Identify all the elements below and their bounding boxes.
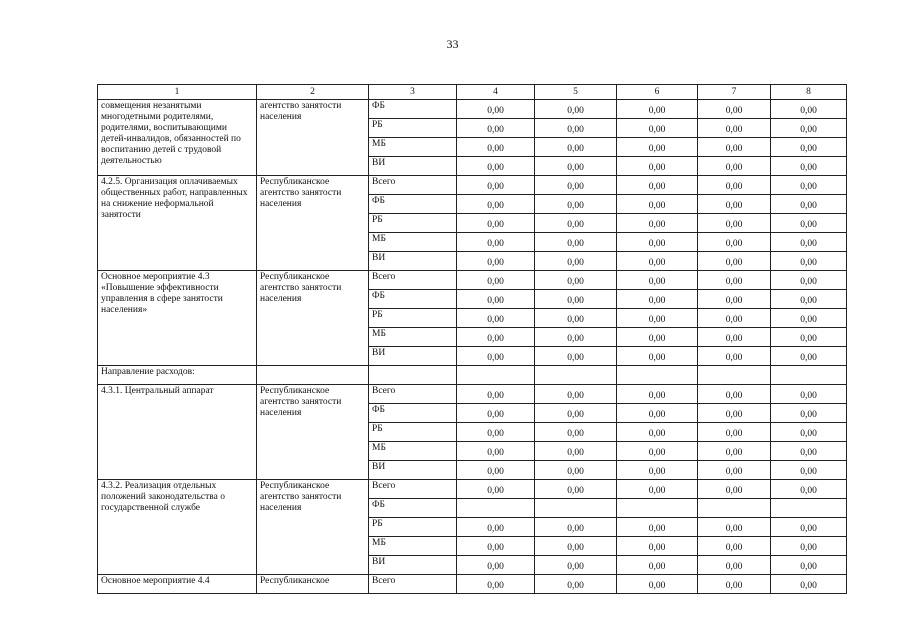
funding-source: ВИ	[369, 461, 457, 480]
measure-name: Основное мероприятие 4.3 «Повышение эффективности управления в сфере занятости населения»	[98, 271, 257, 366]
measure-name: совмещения незанятыми многодетными родителями, родителями, воспитывающими детей-инвалидов, обязанностей по воспитанию детей с трудовой деятельностью	[98, 100, 257, 176]
amount-cell: 0,00	[617, 385, 698, 404]
measure-name: 4.2.5. Организация оплачиваемых общественных работ, направленных на снижение неформальной занятости	[98, 176, 257, 271]
amount-cell: 0,00	[535, 290, 617, 309]
amount-cell: 0,00	[457, 556, 535, 575]
amount-cell: 0,00	[698, 385, 771, 404]
funding-source: ФБ	[369, 499, 457, 518]
measure-name: 4.3.2. Реализация отдельных положений законодательства о государственной службе	[98, 480, 257, 575]
amount-cell: 0,00	[617, 537, 698, 556]
amount-cell: 0,00	[698, 309, 771, 328]
amount-cell: 0,00	[535, 119, 617, 138]
column-header: 6	[617, 85, 698, 100]
amount-cell: 0,00	[771, 480, 847, 499]
amount-cell: 0,00	[535, 480, 617, 499]
column-header: 4	[457, 85, 535, 100]
funding-source: ВИ	[369, 556, 457, 575]
amount-cell: 0,00	[771, 176, 847, 195]
funding-source: МБ	[369, 328, 457, 347]
amount-cell: 0,00	[698, 271, 771, 290]
amount-cell	[698, 499, 771, 518]
table-row	[98, 271, 847, 290]
funding-source: ФБ	[369, 404, 457, 423]
amount-cell: 0,00	[457, 442, 535, 461]
funding-source: Всего	[369, 385, 457, 404]
amount-cell: 0,00	[698, 233, 771, 252]
amount-cell: 0,00	[535, 518, 617, 537]
empty-cell	[457, 366, 535, 385]
amount-cell: 0,00	[457, 100, 535, 119]
funding-source: ФБ	[369, 195, 457, 214]
amount-cell: 0,00	[698, 404, 771, 423]
amount-cell: 0,00	[617, 252, 698, 271]
amount-cell: 0,00	[617, 556, 698, 575]
funding-source: РБ	[369, 518, 457, 537]
amount-cell: 0,00	[771, 138, 847, 157]
amount-cell: 0,00	[698, 575, 771, 594]
table-body	[98, 100, 847, 594]
amount-cell: 0,00	[457, 214, 535, 233]
amount-cell: 0,00	[535, 556, 617, 575]
amount-cell: 0,00	[457, 423, 535, 442]
amount-cell: 0,00	[771, 442, 847, 461]
amount-cell: 0,00	[698, 328, 771, 347]
amount-cell: 0,00	[535, 423, 617, 442]
funding-source: ВИ	[369, 347, 457, 366]
amount-cell: 0,00	[698, 252, 771, 271]
amount-cell: 0,00	[617, 347, 698, 366]
funding-source: ВИ	[369, 252, 457, 271]
amount-cell: 0,00	[617, 100, 698, 119]
amount-cell: 0,00	[617, 233, 698, 252]
amount-cell: 0,00	[617, 575, 698, 594]
amount-cell: 0,00	[771, 347, 847, 366]
empty-cell	[369, 366, 457, 385]
amount-cell: 0,00	[698, 461, 771, 480]
amount-cell: 0,00	[457, 309, 535, 328]
amount-cell: 0,00	[617, 328, 698, 347]
amount-cell: 0,00	[457, 119, 535, 138]
amount-cell: 0,00	[771, 461, 847, 480]
column-header-row	[98, 85, 847, 100]
amount-cell: 0,00	[698, 176, 771, 195]
section-row	[98, 366, 847, 385]
funding-source: МБ	[369, 233, 457, 252]
executor: Республиканское агентство занятости населения	[257, 271, 369, 366]
amount-cell: 0,00	[535, 442, 617, 461]
table-row	[98, 385, 847, 404]
amount-cell: 0,00	[771, 233, 847, 252]
executor: Республиканское	[257, 575, 369, 594]
amount-cell: 0,00	[457, 537, 535, 556]
table-row	[98, 575, 847, 594]
amount-cell: 0,00	[535, 404, 617, 423]
funding-source: РБ	[369, 214, 457, 233]
amount-cell: 0,00	[698, 537, 771, 556]
amount-cell: 0,00	[535, 271, 617, 290]
amount-cell: 0,00	[771, 518, 847, 537]
amount-cell: 0,00	[617, 480, 698, 499]
empty-cell	[535, 366, 617, 385]
amount-cell: 0,00	[617, 290, 698, 309]
executor: Республиканское агентство занятости населения	[257, 480, 369, 575]
amount-cell: 0,00	[771, 119, 847, 138]
amount-cell: 0,00	[617, 404, 698, 423]
amount-cell: 0,00	[617, 271, 698, 290]
amount-cell: 0,00	[771, 423, 847, 442]
amount-cell: 0,00	[698, 100, 771, 119]
amount-cell: 0,00	[617, 442, 698, 461]
page-number: 33	[446, 37, 459, 51]
funding-source: МБ	[369, 442, 457, 461]
funding-source: Всего	[369, 271, 457, 290]
amount-cell: 0,00	[771, 157, 847, 176]
amount-cell: 0,00	[457, 461, 535, 480]
amount-cell: 0,00	[771, 252, 847, 271]
amount-cell: 0,00	[457, 404, 535, 423]
amount-cell: 0,00	[698, 480, 771, 499]
column-header: 5	[535, 85, 617, 100]
amount-cell: 0,00	[771, 385, 847, 404]
amount-cell	[535, 499, 617, 518]
amount-cell: 0,00	[617, 423, 698, 442]
amount-cell: 0,00	[535, 309, 617, 328]
column-header: 2	[257, 85, 369, 100]
amount-cell: 0,00	[535, 233, 617, 252]
measure-name: 4.3.1. Центральный аппарат	[98, 385, 257, 480]
amount-cell: 0,00	[535, 347, 617, 366]
column-header: 8	[771, 85, 847, 100]
amount-cell: 0,00	[698, 290, 771, 309]
amount-cell: 0,00	[535, 157, 617, 176]
amount-cell: 0,00	[698, 442, 771, 461]
amount-cell: 0,00	[698, 423, 771, 442]
amount-cell: 0,00	[617, 309, 698, 328]
amount-cell: 0,00	[617, 214, 698, 233]
amount-cell: 0,00	[771, 537, 847, 556]
amount-cell: 0,00	[457, 385, 535, 404]
section-label: Направление расходов:	[98, 366, 257, 385]
table-row	[98, 480, 847, 499]
amount-cell: 0,00	[457, 290, 535, 309]
amount-cell: 0,00	[535, 138, 617, 157]
amount-cell: 0,00	[698, 347, 771, 366]
amount-cell: 0,00	[535, 537, 617, 556]
amount-cell: 0,00	[698, 195, 771, 214]
amount-cell: 0,00	[771, 271, 847, 290]
amount-cell	[617, 499, 698, 518]
funding-source: Всего	[369, 480, 457, 499]
column-header: 7	[698, 85, 771, 100]
amount-cell: 0,00	[457, 518, 535, 537]
amount-cell: 0,00	[617, 119, 698, 138]
amount-cell: 0,00	[771, 575, 847, 594]
column-header: 1	[98, 85, 257, 100]
amount-cell: 0,00	[617, 461, 698, 480]
amount-cell: 0,00	[535, 100, 617, 119]
funding-source: ВИ	[369, 157, 457, 176]
amount-cell: 0,00	[617, 138, 698, 157]
amount-cell: 0,00	[457, 480, 535, 499]
empty-cell	[617, 366, 698, 385]
funding-source: ФБ	[369, 100, 457, 119]
funding-source: РБ	[369, 423, 457, 442]
table-row	[98, 100, 847, 119]
funding-source: РБ	[369, 119, 457, 138]
funding-source: МБ	[369, 138, 457, 157]
amount-cell: 0,00	[535, 461, 617, 480]
empty-cell	[257, 366, 369, 385]
amount-cell: 0,00	[771, 328, 847, 347]
amount-cell: 0,00	[698, 518, 771, 537]
executor: Республиканское агентство занятости населения	[257, 385, 369, 480]
amount-cell: 0,00	[457, 271, 535, 290]
funding-source: МБ	[369, 537, 457, 556]
measure-name: Основное мероприятие 4.4	[98, 575, 257, 594]
amount-cell: 0,00	[698, 214, 771, 233]
amount-cell: 0,00	[771, 214, 847, 233]
amount-cell: 0,00	[698, 119, 771, 138]
amount-cell: 0,00	[535, 385, 617, 404]
amount-cell: 0,00	[771, 100, 847, 119]
amount-cell: 0,00	[535, 195, 617, 214]
amount-cell: 0,00	[457, 195, 535, 214]
amount-cell: 0,00	[535, 252, 617, 271]
amount-cell: 0,00	[698, 157, 771, 176]
amount-cell: 0,00	[457, 176, 535, 195]
amount-cell: 0,00	[535, 214, 617, 233]
empty-cell	[771, 366, 847, 385]
empty-cell	[698, 366, 771, 385]
amount-cell	[771, 499, 847, 518]
amount-cell: 0,00	[457, 157, 535, 176]
amount-cell: 0,00	[771, 404, 847, 423]
amount-cell: 0,00	[535, 176, 617, 195]
amount-cell: 0,00	[617, 518, 698, 537]
funding-source: Всего	[369, 176, 457, 195]
amount-cell: 0,00	[771, 309, 847, 328]
amount-cell: 0,00	[457, 347, 535, 366]
amount-cell: 0,00	[771, 290, 847, 309]
amount-cell: 0,00	[617, 195, 698, 214]
amount-cell: 0,00	[457, 138, 535, 157]
executor: Республиканское агентство занятости населения	[257, 176, 369, 271]
amount-cell: 0,00	[457, 233, 535, 252]
funding-source: ФБ	[369, 290, 457, 309]
amount-cell	[457, 499, 535, 518]
amount-cell: 0,00	[457, 328, 535, 347]
amount-cell: 0,00	[771, 195, 847, 214]
amount-cell: 0,00	[698, 556, 771, 575]
amount-cell: 0,00	[617, 157, 698, 176]
budget-table	[97, 84, 847, 594]
table-row	[98, 176, 847, 195]
amount-cell: 0,00	[457, 575, 535, 594]
funding-source: Всего	[369, 575, 457, 594]
amount-cell: 0,00	[457, 252, 535, 271]
amount-cell: 0,00	[617, 176, 698, 195]
amount-cell: 0,00	[771, 556, 847, 575]
amount-cell: 0,00	[698, 138, 771, 157]
executor: агентство занятости населения	[257, 100, 369, 176]
amount-cell: 0,00	[535, 575, 617, 594]
amount-cell: 0,00	[535, 328, 617, 347]
column-header: 3	[369, 85, 457, 100]
funding-source: РБ	[369, 309, 457, 328]
